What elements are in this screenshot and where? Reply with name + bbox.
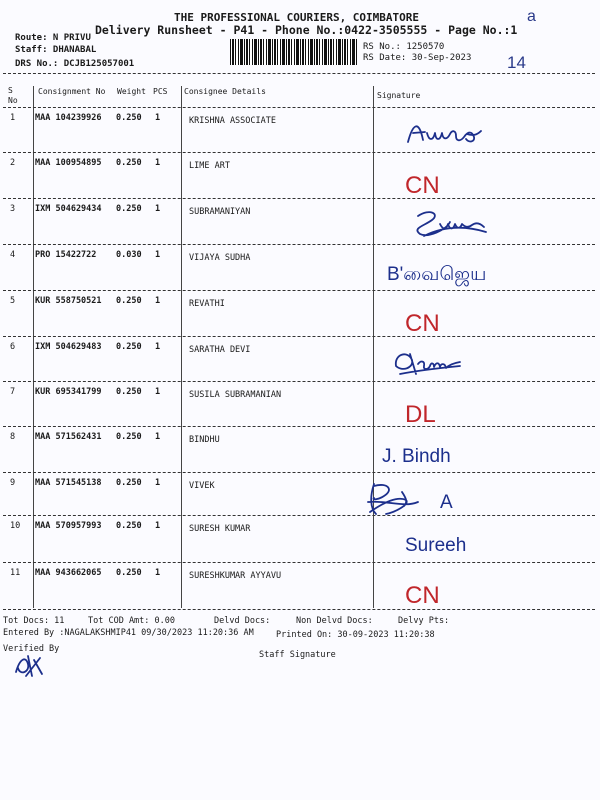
row-consignment-no: MAA 943662065 [35,568,102,578]
row-weight: 0.250 [116,432,142,442]
row-pcs: 1 [155,113,161,123]
row-divider [3,381,595,382]
row-weight: 0.250 [116,158,142,168]
row-sno: 1 [10,113,16,123]
row-pcs: 1 [155,478,161,488]
barcode-image [230,39,357,65]
route-label: Route: N PRIVU [15,33,91,43]
row-sno: 8 [10,432,16,442]
row-pcs: 1 [155,296,161,306]
row-consignment-no: MAA 104239926 [35,113,102,123]
row-divider [3,562,595,563]
row-consignment-no: MAA 100954895 [35,158,102,168]
row-weight: 0.250 [116,568,142,578]
col-header-consignment: Consignment No [38,87,106,96]
header-divider [3,73,595,74]
staff-signature-label: Staff Signature [259,650,336,660]
row-weight: 0.030 [116,250,142,260]
row-weight: 0.250 [116,342,142,352]
row-divider [3,244,595,245]
verifier-signature [12,652,46,678]
row-signature: CN [405,582,440,609]
row-weight: 0.250 [116,296,142,306]
row-divider [3,152,595,153]
row-signature: DL [405,401,436,428]
delivery-points: Delvy Pts: [398,616,450,626]
row-consignee: SUBRAMANIYAN [189,207,251,217]
row-pcs: 1 [155,342,161,352]
row-consignee: LIME ART [189,161,230,171]
row-pcs: 1 [155,204,161,214]
row-sno: 3 [10,204,16,214]
row-consignment-no: PRO 15422722 [35,250,97,260]
row-pcs: 1 [155,521,161,531]
row-divider [3,515,595,516]
row-signature: Sureeh [405,535,467,556]
row-sno: 11 [10,568,21,578]
row-sno: 4 [10,250,16,260]
signature-row-6 [390,346,480,378]
corner-handwritten-mark: a [527,8,536,25]
row-weight: 0.250 [116,387,142,397]
col-header-sno: S No [8,86,18,105]
row-pcs: 1 [155,432,161,442]
row-signature: A [440,492,453,513]
row-sno: 10 [10,521,21,531]
staff-label: Staff: DHANABAL [15,45,97,55]
rs-date: RS Date: 30-Sep-2023 [363,53,472,63]
delivered-docs: Delvd Docs: [214,616,271,626]
total-docs: Tot Docs: 11 [3,616,65,626]
row-consignee: BINDHU [189,435,220,445]
column-header-divider [3,107,595,108]
row-consignment-no: MAA 570957993 [35,521,102,531]
total-cod-amount: Tot COD Amt: 0.00 [88,616,175,626]
row-consignee: SUSILA SUBRAMANIAN [189,390,282,400]
row-weight: 0.250 [116,521,142,531]
row-signature: B'வைஜெய [387,264,487,285]
row-pcs: 1 [155,158,161,168]
row-consignee: VIJAYA SUDHA [189,253,251,263]
row-divider [3,472,595,473]
non-delivered-docs: Non Delvd Docs: [296,616,373,626]
row-divider [3,198,595,199]
row-consignee: VIVEK [189,481,215,491]
row-consignment-no: IXM 504629483 [35,342,102,352]
col-header-consignee: Consignee Details [184,87,266,96]
entered-by: Entered By :NAGALAKSHMIP41 09/30/2023 11:20:36 AM [3,628,254,638]
row-signature: J. Bindh [382,446,451,467]
drs-number: DRS No.: DCJB125057001 [15,59,135,69]
row-consignee: SURESH KUMAR [189,524,251,534]
row-consignment-no: KUR 695341799 [35,387,102,397]
row-divider [3,426,595,427]
row-consignee: SARATHA DEVI [189,345,251,355]
verified-by-label: Verified By [3,644,60,654]
signature-row-1 [405,118,495,148]
row-divider [3,290,595,291]
column-divider [373,86,374,608]
row-pcs: 1 [155,387,161,397]
footer-divider [3,609,595,610]
row-pcs: 1 [155,568,161,578]
row-sno: 9 [10,478,16,488]
col-header-weight: Weight [117,87,146,96]
row-divider [3,336,595,337]
signature-row-9 [366,478,466,522]
rs-number: RS No.: 1250570 [363,42,445,52]
row-sno: 6 [10,342,16,352]
row-consignment-no: MAA 571562431 [35,432,102,442]
signature-row-3 [410,208,500,242]
runsheet-title: Delivery Runsheet - P41 - Phone No.:0422-3505555 - Page No.:1 [95,23,518,37]
row-weight: 0.250 [116,204,142,214]
row-signature: CN [405,172,440,199]
printed-on: Printed On: 30-09-2023 11:20:38 [276,630,435,640]
row-weight: 0.250 [116,113,142,123]
col-header-signature: Signature [377,91,421,100]
row-consignment-no: IXM 504629434 [35,204,102,214]
col-header-pcs: PCS [153,87,168,96]
row-consignee: SURESHKUMAR AYYAVU [189,571,282,581]
row-consignment-no: KUR 558750521 [35,296,102,306]
column-divider [181,86,182,608]
column-divider [33,86,34,608]
company-name: THE PROFESSIONAL COURIERS, COIMBATORE [174,11,420,24]
row-sno: 7 [10,387,16,397]
row-pcs: 1 [155,250,161,260]
row-consignee: KRISHNA ASSOCIATE [189,116,276,126]
row-signature: CN [405,310,440,337]
row-consignment-no: MAA 571545138 [35,478,102,488]
row-sno: 5 [10,296,16,306]
handwritten-total: 14 [507,53,526,72]
row-weight: 0.250 [116,478,142,488]
row-sno: 2 [10,158,16,168]
row-consignee: REVATHI [189,299,225,309]
